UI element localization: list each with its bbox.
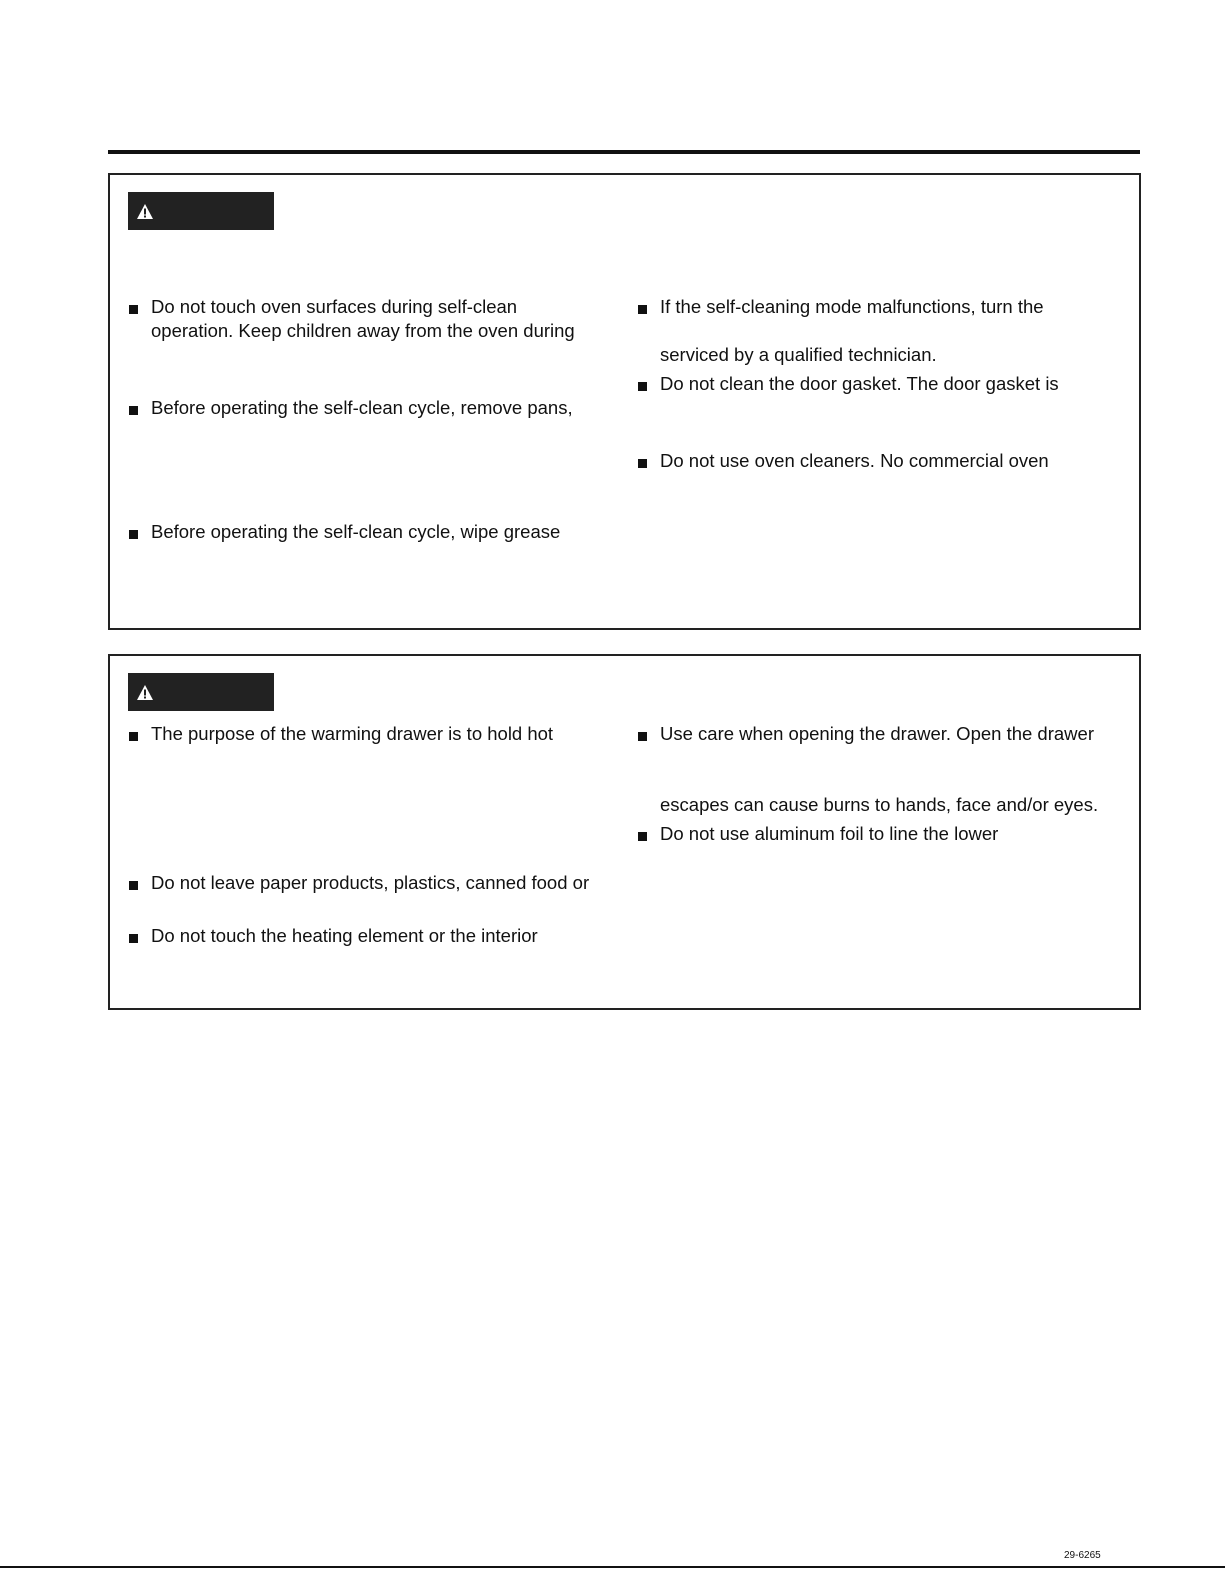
header-rule <box>108 150 1140 154</box>
warming-drawer-left-item3-line1: Do not touch the heating element or the interior <box>151 925 538 946</box>
self-clean-right-item3-line1: Do not use oven cleaners. No commercial oven <box>660 450 1049 471</box>
self-clean-left-item2-line1: Before operating the self-clean cycle, remove pans, <box>151 397 573 418</box>
bullet-icon <box>129 881 138 890</box>
bullet-icon <box>638 459 647 468</box>
bullet-icon <box>129 406 138 415</box>
self-clean-left-item1-line1: Do not touch oven surfaces during self-clean <box>151 296 518 317</box>
self-clean-warning-box <box>108 173 1141 630</box>
warning-triangle-icon <box>136 684 154 701</box>
warning-label <box>128 192 274 230</box>
self-clean-right-item1-line1: If the self-cleaning mode malfunctions, turn the <box>660 296 1044 317</box>
warming-drawer-left-item2-line1: Do not leave paper products, plastics, canned food or <box>151 872 590 893</box>
bullet-icon <box>638 732 647 741</box>
warming-drawer-left-item1-line1: The purpose of the warming drawer is to hold hot <box>151 723 554 744</box>
bullet-icon <box>638 305 647 314</box>
self-clean-left-item1-line2: operation. Keep children away from the oven during <box>151 320 575 341</box>
bullet-icon <box>129 732 138 741</box>
bullet-icon <box>638 832 647 841</box>
warning-triangle-icon <box>136 203 154 220</box>
self-clean-left-item3-line1: Before operating the self-clean cycle, wipe grease <box>151 521 561 542</box>
bullet-icon <box>129 934 138 943</box>
self-clean-right-item1-line3: serviced by a qualified technician. <box>660 344 937 365</box>
self-clean-right-item2-line1: Do not clean the door gasket. The door gasket is <box>660 373 1059 394</box>
warming-drawer-warning-box <box>108 654 1141 1010</box>
warming-drawer-right-item1-line-last: escapes can cause burns to hands, face and/or eyes. <box>660 794 1099 815</box>
warming-drawer-right-item2-line1: Do not use aluminum foil to line the lower <box>660 823 999 844</box>
document-code: 29-6265 <box>1064 1550 1101 1561</box>
bullet-icon <box>638 382 647 391</box>
bullet-icon <box>129 305 138 314</box>
bullet-icon <box>129 530 138 539</box>
warming-drawer-right-item1-line1: Use care when opening the drawer. Open the drawer <box>660 723 1094 744</box>
warning-label <box>128 673 274 711</box>
footer-rule <box>0 1566 1225 1568</box>
